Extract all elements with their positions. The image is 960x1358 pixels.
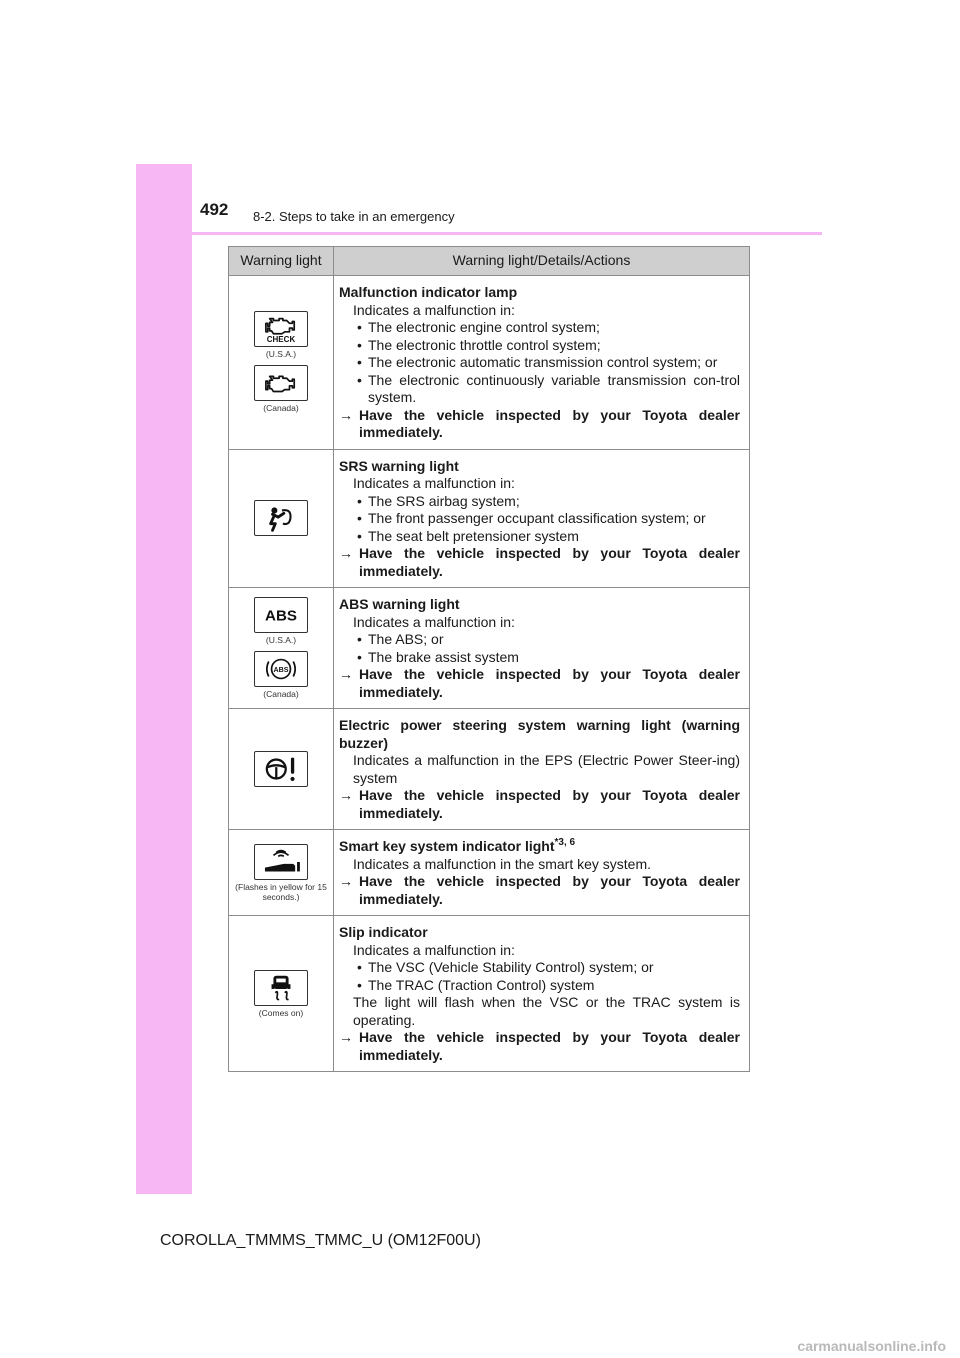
list-item: • The electronic throttle control system; bbox=[357, 337, 740, 355]
abs-icon-label: ABS bbox=[265, 607, 297, 625]
abs-circle-icon-label: ABS bbox=[273, 665, 289, 674]
list-item: • The electronic automatic transmission control system; or bbox=[357, 354, 740, 372]
warning-title: Electric power steering system warning light (warning buzzer) bbox=[339, 717, 740, 751]
warning-title: ABS warning light bbox=[339, 596, 460, 612]
watermark: carmanualsonline.info bbox=[797, 1338, 946, 1354]
action-text: Have the vehicle inspected by your Toyota dealer immediately. bbox=[359, 545, 740, 579]
warning-note: The light will flash when the VSC or the TRAC system is operating. bbox=[353, 994, 740, 1028]
list-item: • The brake assist system bbox=[357, 649, 740, 667]
arrow-icon: → bbox=[339, 1029, 353, 1045]
action-line bbox=[339, 787, 740, 822]
list-item: • The SRS airbag system; bbox=[357, 493, 740, 511]
warning-title: Slip indicator bbox=[339, 924, 428, 940]
list-item: • The ABS; or bbox=[357, 631, 740, 649]
warning-intro: Indicates a malfunction in the smart key system. bbox=[353, 855, 652, 872]
action-text: Have the vehicle inspected by your Toyota dealer immediately. bbox=[359, 666, 740, 700]
list-item: • The seat belt pretensioner system bbox=[357, 528, 740, 546]
section-title: 8-2. Steps to take in an emergency bbox=[253, 209, 455, 224]
action-line bbox=[339, 873, 740, 908]
svg-text:CHECK: CHECK bbox=[266, 335, 296, 345]
arrow-icon: → bbox=[339, 545, 353, 561]
header-rule bbox=[136, 232, 822, 235]
action-line bbox=[339, 1029, 740, 1064]
warning-intro: Indicates a malfunction in: bbox=[353, 301, 515, 318]
arrow-icon: → bbox=[339, 873, 353, 889]
icon-caption: (Comes on) bbox=[258, 1007, 304, 1018]
details-cell bbox=[334, 588, 750, 709]
table-row bbox=[229, 276, 750, 450]
icon-caption: (Canada) bbox=[263, 403, 299, 414]
slip-indicator-icon bbox=[254, 970, 308, 1006]
warning-intro: Indicates a malfunction in: bbox=[353, 475, 515, 491]
srs-airbag-icon bbox=[254, 500, 308, 536]
bullet-list bbox=[339, 319, 740, 407]
eps-steering-icon bbox=[254, 751, 308, 787]
icon-cell bbox=[229, 916, 334, 1072]
smart-key-icon bbox=[254, 844, 308, 880]
icon-cell bbox=[229, 449, 334, 588]
warning-title: Malfunction indicator lamp bbox=[339, 284, 518, 300]
action-text: Have the vehicle inspected by your Toyota dealer immediately. bbox=[359, 873, 740, 907]
arrow-icon: → bbox=[339, 787, 353, 803]
details-cell bbox=[334, 276, 750, 450]
list-item: • The electronic engine control system; bbox=[357, 319, 740, 337]
arrow-icon: → bbox=[339, 666, 353, 682]
footnote-ref: *3, 6 bbox=[554, 837, 576, 848]
bullet-list bbox=[339, 493, 740, 546]
warning-light-table bbox=[228, 246, 750, 1072]
action-line bbox=[339, 407, 740, 442]
warning-intro: Indicates a malfunction in: bbox=[353, 613, 515, 630]
warning-intro: Indicates a malfunction in: bbox=[353, 941, 515, 958]
warning-title-text: Smart key system indicator light bbox=[339, 838, 555, 854]
icon-cell bbox=[229, 830, 334, 916]
table-row bbox=[229, 588, 750, 709]
warning-title: SRS warning light bbox=[339, 457, 459, 474]
details-cell bbox=[334, 709, 750, 830]
action-line bbox=[339, 666, 740, 701]
list-item: • The TRAC (Traction Control) system bbox=[357, 977, 740, 995]
abs-circle-icon bbox=[254, 651, 308, 687]
engine-icon bbox=[254, 365, 308, 401]
icon-caption: (Flashes in yellow for 15 seconds.) bbox=[235, 881, 327, 902]
page-number: 492 bbox=[200, 200, 229, 219]
table-row bbox=[229, 449, 750, 588]
icon-cell bbox=[229, 276, 334, 450]
warning-intro: Indicates a malfunction in the EPS (Electric Power Steer-ing) system bbox=[353, 752, 740, 786]
table-row bbox=[229, 916, 750, 1072]
arrow-icon: → bbox=[339, 406, 353, 423]
footer-model-code: COROLLA_TMMMS_TMMC_U (OM12F00U) bbox=[160, 1232, 481, 1249]
table-header-row bbox=[229, 247, 750, 276]
action-text: Have the vehicle inspected by your Toyota dealer immediately. bbox=[359, 1029, 740, 1063]
abs-icon bbox=[254, 597, 308, 633]
action-text: Have the vehicle inspected by your Toyota dealer immediately. bbox=[359, 787, 740, 821]
bullet-list bbox=[339, 631, 740, 666]
action-line bbox=[339, 545, 740, 580]
icon-caption: (U.S.A.) bbox=[265, 349, 297, 360]
list-item: • The electronic continuously variable transmission con-trol system. bbox=[357, 372, 740, 407]
table-row bbox=[229, 830, 750, 916]
action-text: Have the vehicle inspected by your Toyota dealer immediately. bbox=[359, 406, 740, 440]
icon-cell bbox=[229, 588, 334, 709]
icon-cell bbox=[229, 709, 334, 830]
table-row bbox=[229, 709, 750, 830]
list-item: • The VSC (Vehicle Stability Control) system; or bbox=[357, 959, 740, 977]
column-header-details: Warning light/Details/Actions bbox=[334, 247, 750, 276]
bullet-list bbox=[339, 959, 740, 994]
chapter-side-tab bbox=[136, 164, 192, 1194]
icon-caption: (Canada) bbox=[263, 689, 299, 699]
check-engine-icon bbox=[254, 311, 308, 347]
warning-title bbox=[339, 838, 740, 856]
column-header-warning-light: Warning light bbox=[229, 247, 334, 276]
details-cell bbox=[334, 449, 750, 588]
details-cell bbox=[334, 916, 750, 1072]
details-cell bbox=[334, 830, 750, 916]
icon-caption: (U.S.A.) bbox=[265, 635, 297, 645]
list-item: • The front passenger occupant classification system; or bbox=[357, 510, 740, 528]
